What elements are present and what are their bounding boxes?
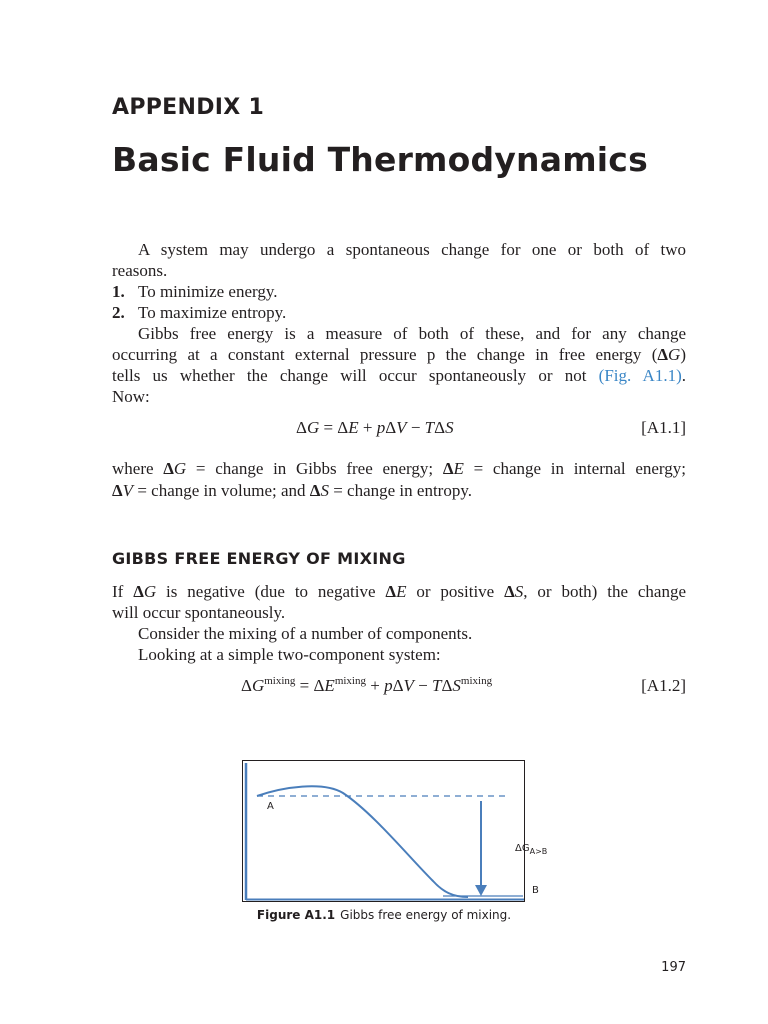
chapter-title: Basic Fluid Thermodynamics: [112, 140, 648, 179]
list-item: [112, 302, 686, 323]
list-number: 2.: [112, 303, 125, 322]
delta-g-label: $\Delta G_{A>B}$: [515, 843, 548, 856]
equation-a1-1: [112, 418, 686, 440]
definitions-text: where: [112, 459, 164, 478]
figure-link[interactable]: (Fig. A1.1): [598, 366, 682, 385]
list-number: 1.: [112, 282, 125, 301]
figure-a1-1: [242, 760, 548, 902]
gibbs-line-3-end: .: [681, 366, 686, 385]
page-number: 197: [661, 960, 686, 975]
gibbs-line-3-text: tells us whether the change will occur spontaneously or not: [112, 366, 599, 385]
intro-line-2: reasons.: [112, 261, 168, 280]
section-line-2: will occur spontaneously.: [112, 603, 286, 622]
figure-caption-text: Gibbs free energy of mixing.: [340, 908, 512, 922]
definitions-text: change in Gibbs free energy;: [205, 459, 443, 478]
intro-line-1: A system may undergo a spontaneous change for one or both of two: [138, 240, 686, 259]
equation-a1-2-number: [A1.2]: [641, 676, 686, 695]
definitions-text: change in internal energy;: [483, 459, 687, 478]
figure-caption-label: Figure A1.1: [256, 908, 336, 922]
equation-a1-1-expression: ΔG = ΔE + pΔV − TΔS: [296, 418, 454, 437]
figure-drawing: [243, 761, 524, 901]
delta-g-arrowhead: [475, 885, 487, 896]
section-text: or positive: [406, 582, 505, 601]
gibbs-line-3: [112, 365, 686, 386]
section-line-1: If ΔG is negative (due to negative ΔE or positive ΔS, or both) the change: [112, 582, 687, 601]
equation-a1-1-number: [A1.1]: [641, 418, 686, 437]
gibbs-line-2: occurring at a constant external pressure p the change in free energy (ΔG): [112, 345, 686, 364]
list-text: To maximize entropy.: [138, 303, 287, 322]
section-line-3: Consider the mixing of a number of components.: [138, 624, 473, 643]
definitions-line-1: where ΔG = change in Gibbs free energy; ΔE = change in internal energy;: [112, 459, 687, 478]
energy-curve: [257, 786, 468, 897]
label-b: B: [532, 885, 539, 896]
list-item: [112, 281, 686, 302]
gibbs-line-1: Gibbs free energy is a measure of both of these, and for any change: [138, 324, 686, 343]
equation-a1-2: [112, 676, 686, 698]
gibbs-line-2-text: occurring at a constant external pressure p the change in free energy (: [112, 345, 658, 364]
section-heading: GIBBS FREE ENERGY OF MIXING: [112, 549, 406, 568]
now-label: Now:: [112, 387, 150, 406]
appendix-label: APPENDIX 1: [112, 95, 265, 120]
section-line-4: Looking at a simple two-component system:: [138, 645, 441, 664]
definitions-line-2: ΔV = change in volume; and ΔS = change in entropy.: [112, 481, 472, 500]
section-text: If: [112, 582, 134, 601]
equation-a1-2-expression: $\Delta G^{mixing} = \Delta E^{mixing} + p\Delta V - T\Delta S^{mixing}$: [241, 675, 493, 695]
label-a: A: [267, 801, 274, 812]
list-text: To minimize energy.: [138, 282, 278, 301]
definitions-text: change in entropy.: [342, 481, 472, 500]
section-text: is negative (due to negative: [156, 582, 386, 601]
section-text: , or both) the change: [523, 582, 687, 601]
figure-caption: [0, 908, 768, 922]
definitions-text: change in volume; and: [146, 481, 310, 500]
gibbs-line-2-end: ): [680, 345, 686, 364]
